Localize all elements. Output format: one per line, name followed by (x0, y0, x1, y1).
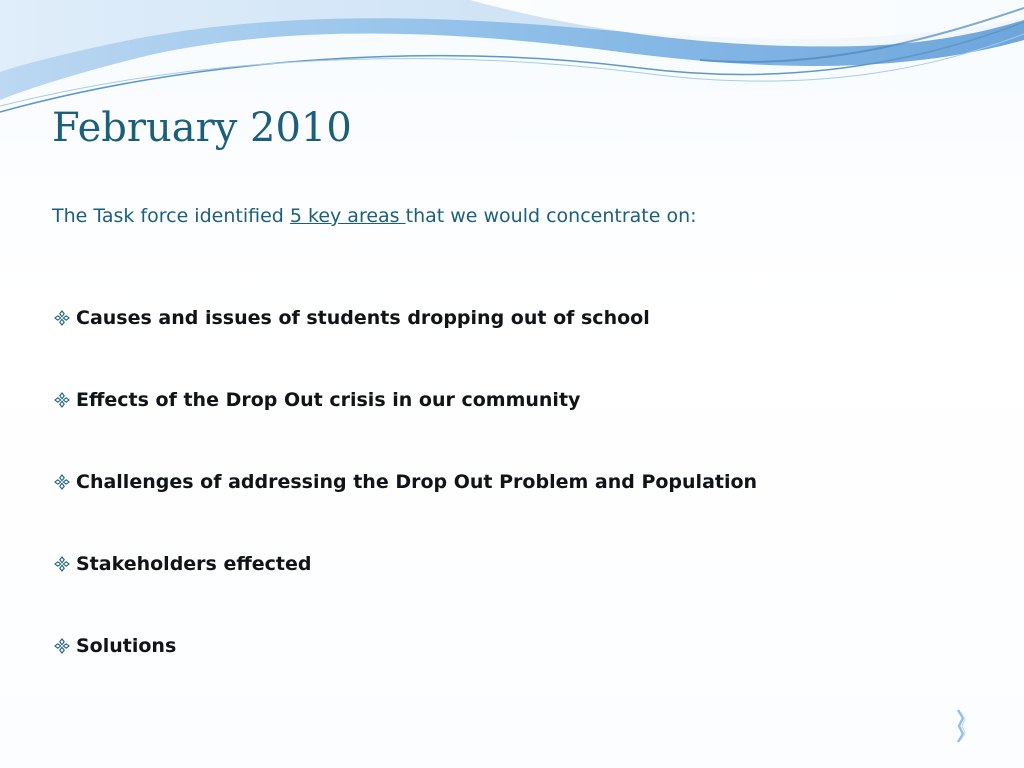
key-areas-list (52, 298, 992, 708)
subtitle (52, 200, 697, 232)
list-item-label: Effects of the Drop Out crisis in our community (76, 389, 581, 411)
slide-navigation-icon[interactable] (952, 708, 970, 744)
four-diamond-bullet-icon (52, 298, 76, 338)
subtitle-suffix: that we would concentrate on: (405, 205, 697, 227)
list-item (52, 544, 992, 626)
list-item-label: Challenges of addressing the Drop Out Problem and Population (76, 471, 758, 493)
list-item-label: Causes and issues of students dropping out of school (76, 307, 650, 329)
list-item (52, 298, 992, 380)
list-item (52, 626, 992, 708)
list-item (52, 462, 992, 544)
subtitle-key-areas: 5 key areas (289, 205, 406, 227)
four-diamond-bullet-icon (52, 544, 76, 584)
list-item-label: Stakeholders effected (76, 553, 312, 575)
list-item (52, 380, 992, 462)
subtitle-prefix: The Task force identified (52, 205, 290, 227)
list-item-label: Solutions (76, 635, 177, 657)
four-diamond-bullet-icon (52, 626, 76, 666)
four-diamond-bullet-icon (52, 462, 76, 502)
four-diamond-bullet-icon (52, 380, 76, 420)
page-title: February 2010 (52, 105, 352, 151)
